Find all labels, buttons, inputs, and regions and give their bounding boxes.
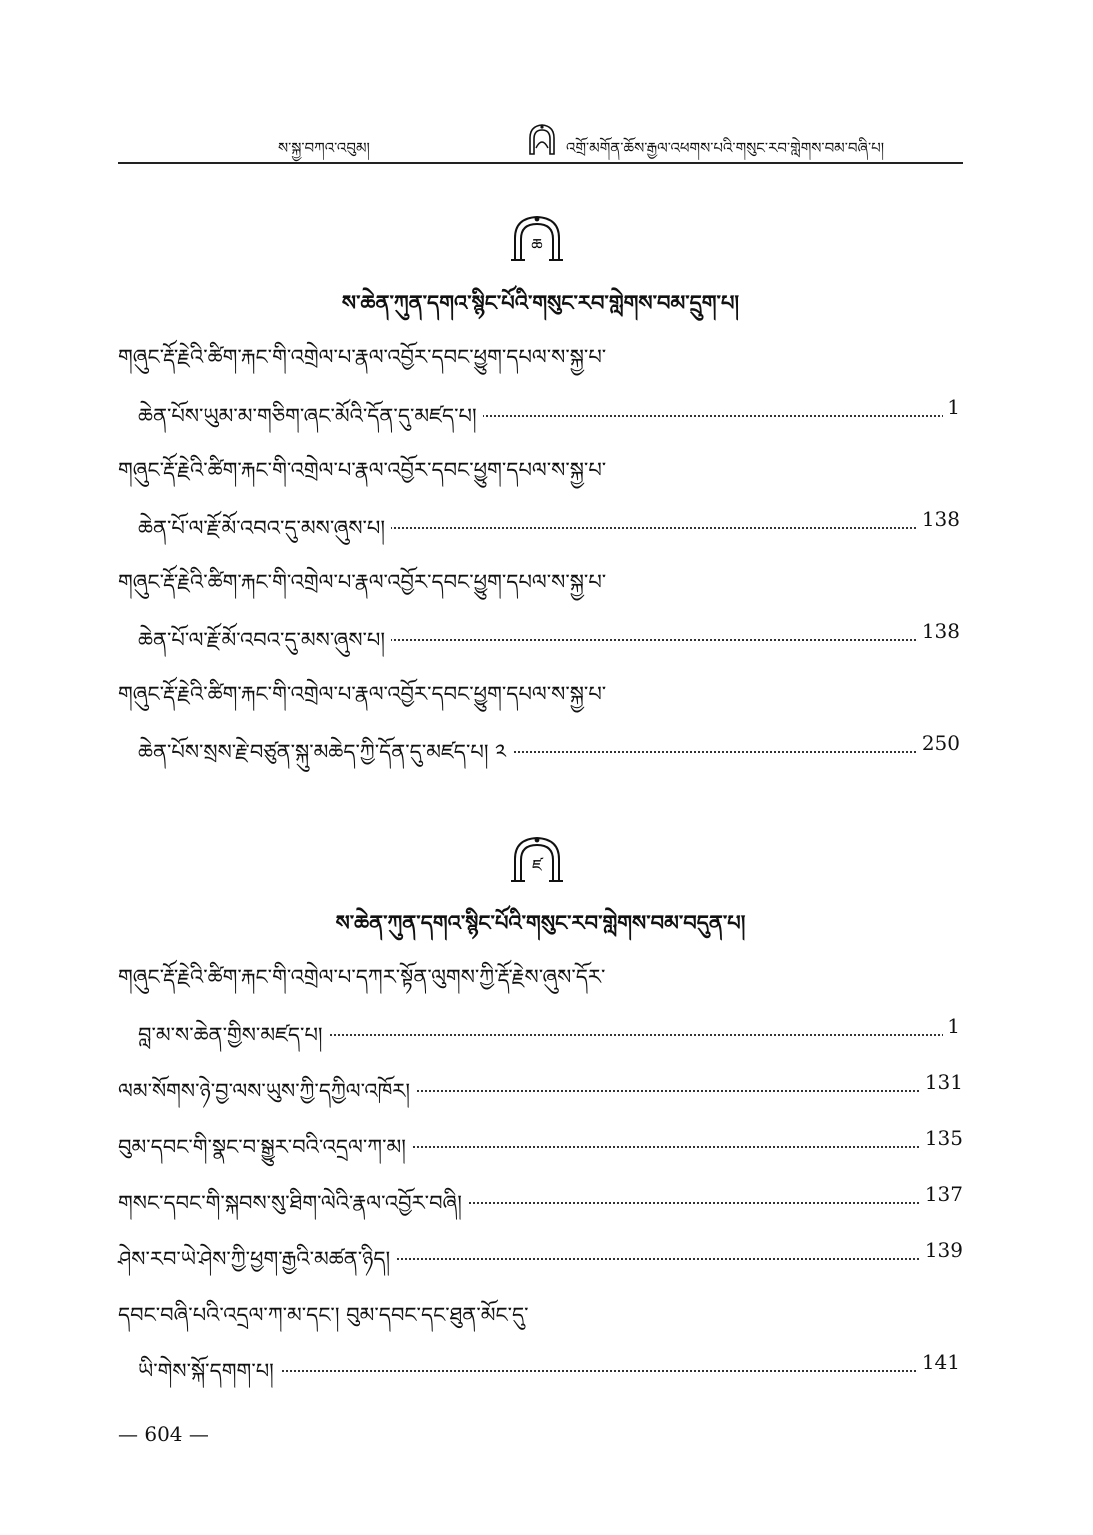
header-volume-title: འགྲོ་མགོན་ཆོས་རྒྱལ་འཕགས་པའི་གསུང་རབ་གླེགས་བམ་བཞི་པ།: [566, 139, 885, 157]
running-header: [118, 118, 963, 164]
section-arch-ornament-icon: [507, 214, 567, 262]
toc-entry-text: ཆེན་པོ་ལ་རྗོ་མོ་འབའ་དུ་མས་ཞུས་པ།: [138, 617, 391, 676]
toc-page-number: 141: [918, 1350, 960, 1374]
toc-entry-line[interactable]: [118, 559, 963, 593]
toc-entry-text: ཆེན་པོས་སྲས་རྗེ་བཙུན་སྐུ་མཆེད་ཀྱི་དོན་དུ་མཛད་པ། ༢: [138, 729, 512, 788]
toc-entry-text: གཞུང་རྡོ་རྗེའི་ཚིག་རྐང་གི་འགྲེལ་པ་དཀར་སྟོན་ལུགས་ཀྱི་རྡོ་རྗེས་ཞུས་དོར་: [118, 954, 611, 1013]
toc-entry-text: ཤེས་རབ་ཡེ་ཤེས་ཀྱི་ཕྱག་རྒྱའི་མཚན་ཉིད།: [118, 1236, 396, 1295]
header-collection-title: ས་སྐྱ་བཀའ་འབུམ།: [278, 139, 370, 157]
toc-entry-line[interactable]: [118, 1124, 963, 1158]
toc-page-number: 138: [918, 619, 960, 643]
toc-entry-line[interactable]: [118, 1292, 963, 1326]
toc-page-number: 1: [943, 1014, 960, 1038]
toc-entry-text: ཆེན་པོས་ཡུམ་མ་གཅིག་ཞང་མོའི་དོན་དུ་མཛད་པ།: [138, 393, 483, 452]
toc-entry-text: བླ་མ་ས་ཆེན་གྱིས་མཛད་པ།: [138, 1012, 329, 1071]
toc-page-number: 139: [921, 1238, 963, 1262]
section-title: ས་ཆེན་ཀུན་དགའ་སྙིང་པོའི་གསུང་རབ་གླེགས་བམ་དྲུག་པ།: [341, 290, 740, 315]
toc-entry-text: ཡི་གེས་སྐོ་དགག་པ།: [138, 1348, 280, 1407]
page-number: — 604 —: [118, 1422, 209, 1446]
toc-page-number: 138: [918, 507, 960, 531]
toc-entry-line[interactable]: [138, 393, 960, 427]
toc-page-number: 137: [921, 1182, 963, 1206]
toc-entry-text: ཆེན་པོ་ལ་རྗོ་མོ་འབའ་དུ་མས་ཞུས་པ།: [138, 505, 391, 564]
arch-ornament-icon: [525, 122, 559, 156]
toc-entry-line[interactable]: [138, 1348, 960, 1382]
toc-entry-line[interactable]: [118, 447, 963, 481]
section-title: ས་ཆེན་ཀུན་དགའ་སྙིང་པོའི་གསུང་རབ་གླེགས་བམ་བདུན་པ།: [335, 910, 746, 935]
toc-entry-line[interactable]: [138, 729, 960, 763]
toc-entry-line[interactable]: [138, 1012, 960, 1046]
toc-entry-text: གསང་དབང་གི་སྐབས་སུ་ཐིག་ལེའི་རྣལ་འབྱོར་བཞི།: [118, 1180, 468, 1239]
toc-page-number: 250: [918, 731, 960, 755]
section-letter: ཛ: [532, 856, 542, 875]
toc-entry-line[interactable]: [118, 954, 963, 988]
toc-entry-line[interactable]: [118, 1068, 963, 1102]
toc-entry-text: གཞུང་རྡོ་རྗེའི་ཚིག་རྐང་གི་འགྲེལ་པ་རྣལ་འབྱོར་དབང་ཕྱུག་དཔལ་ས་སྐྱ་པ་: [118, 559, 612, 618]
section-letter: ཆ: [531, 235, 543, 254]
toc-entry-line[interactable]: [138, 505, 960, 539]
toc-entry-text: གཞུང་རྡོ་རྗེའི་ཚིག་རྐང་གི་འགྲེལ་པ་རྣལ་འབྱོར་དབང་ཕྱུག་དཔལ་ས་སྐྱ་པ་: [118, 671, 612, 730]
toc-entry-text: གཞུང་རྡོ་རྗེའི་ཚིག་རྐང་གི་འགྲེལ་པ་རྣལ་འབྱོར་དབང་ཕྱུག་དཔལ་ས་སྐྱ་པ་: [118, 334, 612, 393]
toc-entry-line[interactable]: [118, 334, 963, 368]
toc-entry-text: བུམ་དབང་གི་སྣང་བ་སྒྱུར་བའི་འདྲལ་ཀ་མ།: [118, 1124, 412, 1183]
toc-entry-text: དབང་བཞི་པའི་འདྲལ་ཀ་མ་དང་། བུམ་དབང་དང་ཐུན་མོང་དུ་: [118, 1292, 535, 1351]
toc-entry-line[interactable]: [118, 671, 963, 705]
toc-page-number: 135: [921, 1126, 963, 1150]
toc-page-number: 131: [921, 1070, 963, 1094]
toc-entry-line[interactable]: [118, 1236, 963, 1270]
toc-page-number: 1: [943, 395, 960, 419]
toc-entry-text: ལམ་སོགས་ཉེ་བྱ་ལས་ཡུས་ཀྱི་དཀྱིལ་འཁོར།: [118, 1068, 416, 1127]
toc-entry-line[interactable]: [138, 617, 960, 651]
toc-entry-line[interactable]: [118, 1180, 963, 1214]
toc-entry-text: གཞུང་རྡོ་རྗེའི་ཚིག་རྐང་གི་འགྲེལ་པ་རྣལ་འབྱོར་དབང་ཕྱུག་དཔལ་ས་སྐྱ་པ་: [118, 447, 612, 506]
section-arch-ornament-icon: [507, 835, 567, 883]
